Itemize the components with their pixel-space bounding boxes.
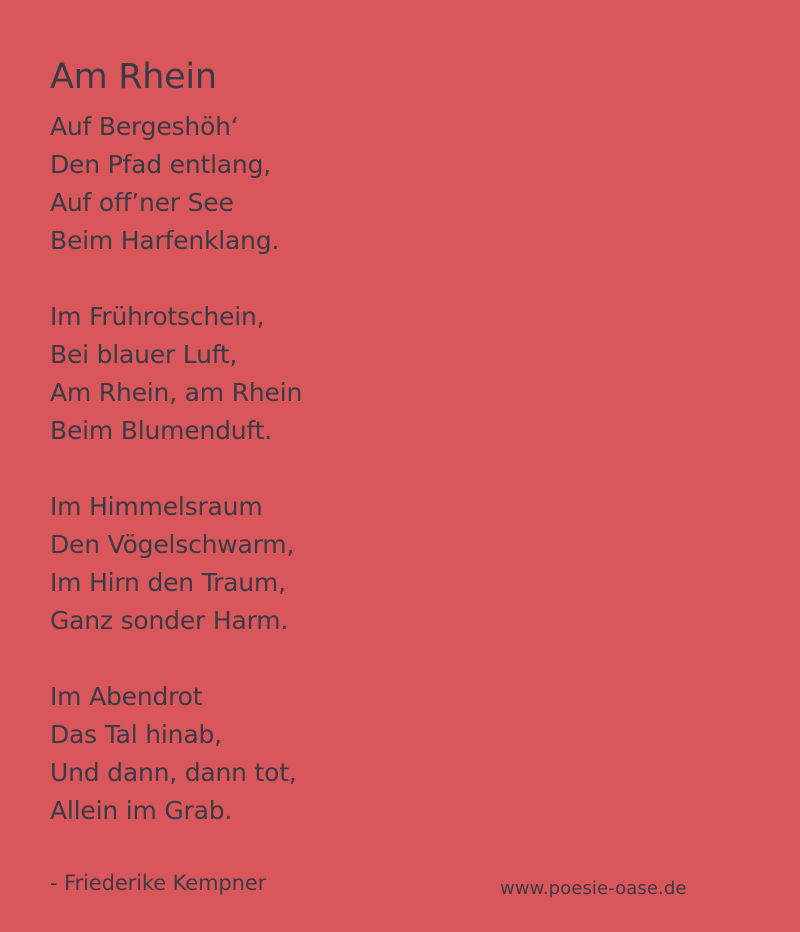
verse-line: Auf off’ner See [50, 188, 234, 217]
verse-line: Beim Blumenduft. [50, 416, 272, 445]
verse-line: Allein im Grab. [50, 796, 233, 825]
verse-line: Den Pfad entlang, [50, 150, 271, 179]
verse-line: Am Rhein, am Rhein [50, 378, 303, 407]
verse-line: Im Abendrot [50, 682, 203, 711]
stanza-2 [50, 298, 750, 450]
verse-line: Ganz sonder Harm. [50, 606, 289, 635]
stanza-3 [50, 488, 750, 640]
verse-line: Und dann, dann tot, [50, 758, 297, 787]
verse-line: Im Hirn den Traum, [50, 568, 286, 597]
verse-line: Bei blauer Luft, [50, 340, 238, 369]
verse-line: Auf Bergeshöh‘ [50, 112, 239, 141]
verse-line: Im Himmelsraum [50, 492, 263, 521]
stanza-4 [50, 678, 750, 830]
verse-line: Im Frührotschein, [50, 302, 265, 331]
poem-card [50, 54, 750, 898]
verse-line: Den Vögelschwarm, [50, 530, 295, 559]
verse-line: Das Tal hinab, [50, 720, 222, 749]
poem-author: - Friederike Kempner [50, 871, 267, 895]
stanza-1 [50, 108, 750, 260]
poem-title: Am Rhein [50, 57, 217, 97]
website-url: www.poesie-oase.de [500, 878, 687, 899]
verse-line: Beim Harfenklang. [50, 226, 280, 255]
